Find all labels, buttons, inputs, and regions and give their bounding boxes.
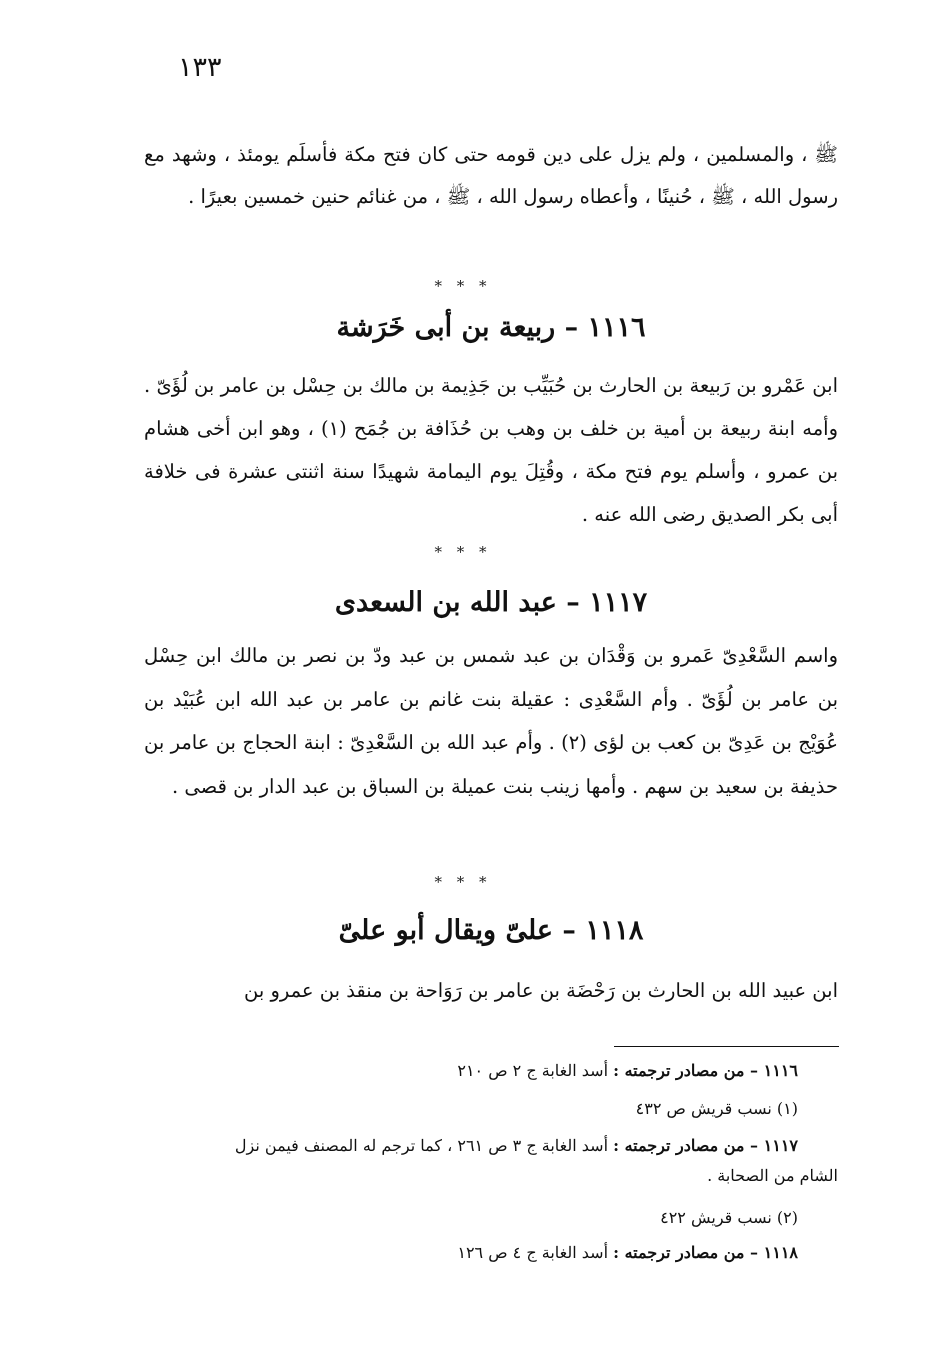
footnote-text: أسد الغابة ج ٣ ص ٢٦١ ، كما ترجم له المصنف فيمن نزل [234,1136,609,1155]
footnote-source-1116 [144,1057,798,1084]
footnote-divider [614,1046,839,1047]
footnote-label: ١١١٦ – من مصادر ترجمته : [613,1061,798,1080]
footnote-note-1: (١) نسب قريش ص ٤٣٢ [635,1099,798,1118]
intro-paragraph: ﷺ ، والمسلمين ، ولم يزل على دين قومه حتى كان فتح مكة فأسلَم يومئذ ، وشهد مع رسول الله ، ﷺ ، حُنينًا ، وأعطاه رسول الله ، ﷺ ، من غنائم حنين خمسين بعيرًا . [144,143,838,208]
footnote-text: أسد الغابة ج ٢ ص ٢١٠ [457,1061,609,1080]
footnote-note-2: (٢) نسب قريش ٤٢٢ [660,1208,798,1227]
footnote-label: ١١١٧ – من مصادر ترجمته : [613,1136,798,1155]
footnote-source-1117 [144,1131,838,1191]
entry-body-1118: ابن عبيد الله بن الحارث بن رَحْضَة بن عامر بن رَوَاحة بن منقذ بن عمرو بن [243,979,838,1002]
section-separator: * * * [434,873,492,891]
footnote-text-continuation: الشام من الصحابة . [707,1166,838,1185]
entry-body-1117: واسم السَّعْدِىّ عَمرو بن وَقْدَان بن عبد شمس بن عبد ودّ بن نصر بن مالك ابن حِسْل بن عامر بن لُؤَىّ . وأم السَّعْدِى : عقيلة بنت غانم بن عامر بن عبد الله ابن عُبَيْد بن عُوَيْج بن عَدِىّ بن كعب بن لؤى (٢) . وأم عبد الله بن السَّعْدِىّ : ابنة الحجاج بن عامر بن حذيفة بن سعيد بن سهم . وأمها زينب بنت عميلة بن السباق بن عبد الدار بن قصى . [144,644,838,798]
section-separator: * * * [434,543,492,561]
entry-heading-1116: ١١١٦ – ربيعة بن أبى خَرَشة [336,312,646,343]
entry-body-1116: ابن عَمْرو بن رَبيعة بن الحارث بن حُبَيِّب بن جَذِيمة بن مالك بن حِسْل بن عامر بن لُؤَىّ . وأمه ابنة ربيعة بن أمية بن خلف بن وهب بن حُذَافة بن جُمَح (١) ، وهو ابن أخى هشام بن عمرو ، وأسلم يوم فتح مكة ، وقُتِلَ يوم اليمامة شهيدًا سنة اثنتى عشرة فى خلافة أبى بكر الصديق رضى الله عنه . [144,374,838,526]
section-separator: * * * [434,277,492,295]
entry-heading-1118: ١١١٨ – علىّ ويقال أبو علىّ [338,915,644,946]
footnote-text: أسد الغابة ج ٤ ص ١٢٦ [457,1243,609,1262]
entry-heading-1117: ١١١٧ – عبد الله بن السعدى [334,587,648,618]
page-number: ١٣٣ [178,52,222,83]
footnote-source-1118 [144,1239,798,1266]
footnote-label: ١١١٨ – من مصادر ترجمته : [613,1243,798,1262]
